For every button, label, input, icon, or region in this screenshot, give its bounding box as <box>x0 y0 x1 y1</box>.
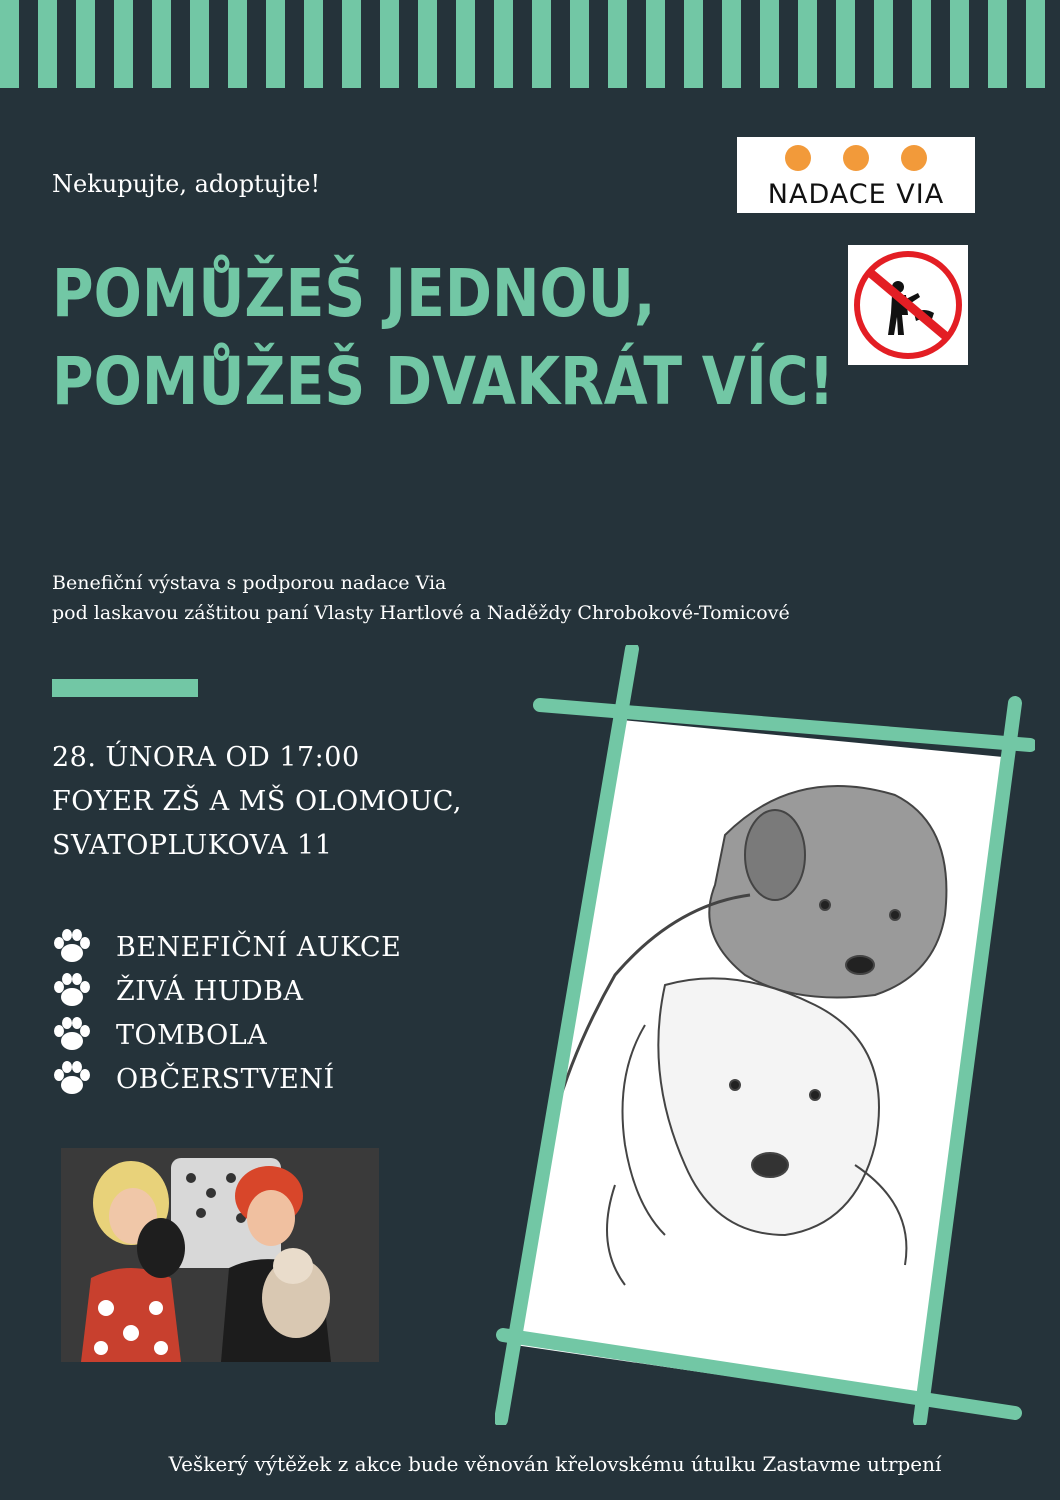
headline <box>52 250 835 426</box>
patrons-photo <box>61 1148 379 1362</box>
logo-dot <box>785 145 811 171</box>
top-stripe-border <box>0 0 1060 88</box>
paw-icon <box>52 1017 92 1053</box>
feature-item <box>52 1013 401 1057</box>
paw-icon <box>52 929 92 965</box>
logo-dot <box>843 145 869 171</box>
footer-note: Veškerý výtěžek z akce bude věnován křelovskému útulku Zastavme utrpení <box>168 1452 942 1476</box>
feature-label: ŽIVÁ HUDBA <box>116 975 304 1007</box>
paw-icon <box>52 973 92 1009</box>
description-line-2: pod laskavou záštitou paní Vlasty Hartlové a Naděždy Chrobokové-Tomicové <box>52 602 790 624</box>
description-line-1: Benefiční výstava s podporou nadace Via <box>52 572 447 594</box>
feature-item <box>52 925 401 969</box>
logo-dot <box>901 145 927 171</box>
feature-item <box>52 1057 401 1101</box>
event-venue: FOYER ZŠ A MŠ OLOMOUC, <box>52 786 462 817</box>
feature-label: TOMBOLA <box>116 1019 268 1051</box>
feature-label: OBČERSTVENÍ <box>116 1063 335 1095</box>
paw-icon <box>52 1061 92 1097</box>
event-date-time: 28. ÚNORA OD 17:00 <box>52 742 360 773</box>
feature-item <box>52 969 401 1013</box>
zastavme-utrpeni-logo <box>848 245 968 365</box>
nadace-via-logo-text: NADACE VIA <box>767 179 945 210</box>
event-details <box>52 736 462 868</box>
tagline: Nekupujte, adoptujte! <box>52 170 321 198</box>
feature-label: BENEFIČNÍ AUKCE <box>116 931 402 963</box>
puppies-drawing-frame <box>495 645 1035 1425</box>
event-description <box>52 568 790 628</box>
section-divider <box>52 679 198 697</box>
headline-line-1: POMŮŽEŠ JEDNOU, <box>52 255 656 332</box>
event-street: SVATOPLUKOVA 11 <box>52 830 333 861</box>
feature-list <box>52 925 401 1101</box>
headline-line-2: POMŮŽEŠ DVAKRÁT VÍC! <box>52 343 835 420</box>
nadace-via-logo <box>737 137 975 213</box>
